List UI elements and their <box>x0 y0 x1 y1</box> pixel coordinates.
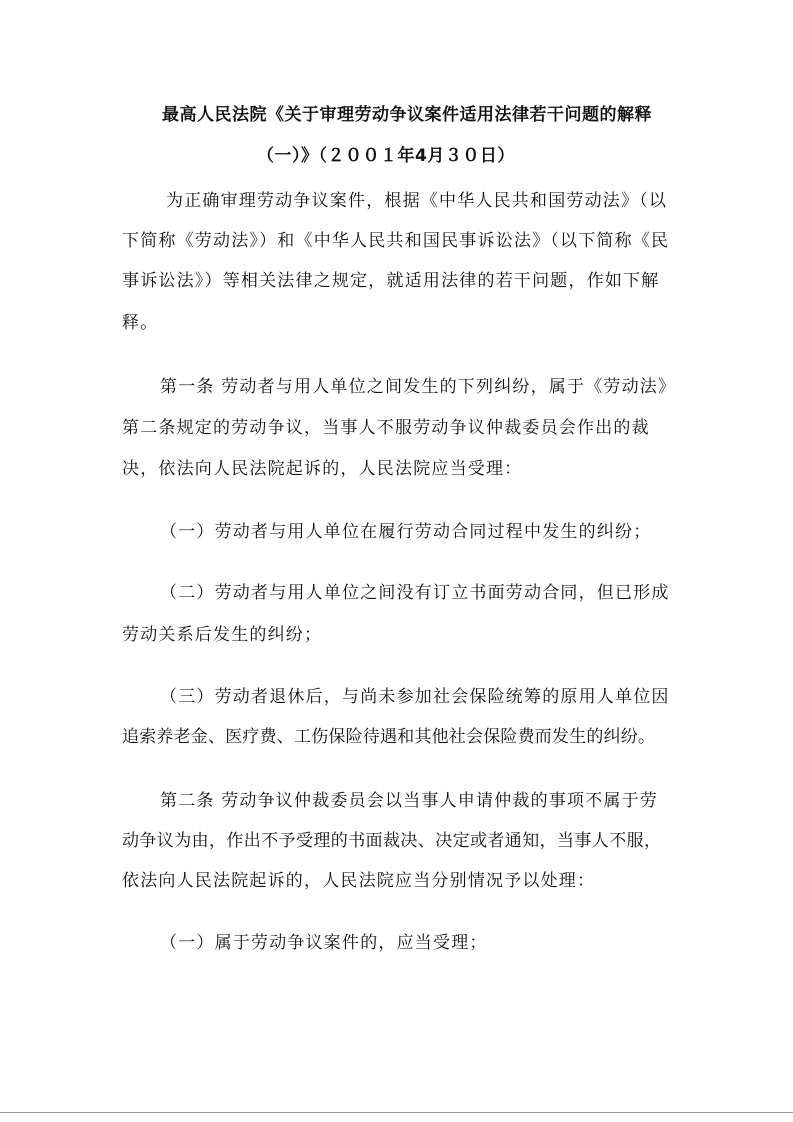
article-2-line-1: 第二条 劳动争议仲裁委员会以当事人申请仲裁的事项不属于劳 <box>160 791 659 811</box>
article-1-line-2: 第二条规定的劳动争议，当事人不服劳动争议仲裁委员会作出的裁 <box>122 418 650 438</box>
article-1-line-3: 决，依法向人民法院起诉的，人民法院应当受理： <box>122 459 523 479</box>
article-1-item-2-line-1: （二）劳动者与用人单位之间没有订立书面劳动合同，但已形成 <box>160 583 670 603</box>
article-1-item-3-line-2: 追索养老金、医疗费、工伤保险待遇和其他社会保险费而发生的纠纷。 <box>122 727 656 747</box>
article-1-item-3-line-1: （三）劳动者退休后，与尚未参加社会保险统筹的原用人单位因 <box>160 687 670 707</box>
article-2-line-2: 动争议为由，作出不予受理的书面裁决、决定或者通知，当事人不服， <box>122 831 662 851</box>
intro-line-4: 释。 <box>122 313 159 333</box>
page-bottom-divider <box>0 1112 793 1113</box>
article-2-item-1: （一）属于劳动争议案件的，应当受理； <box>160 933 488 953</box>
intro-line-2: 下简称《劳动法》）和《中华人民共和国民事诉讼法》（以下简称《民 <box>122 231 670 251</box>
article-1-item-2-line-2: 劳动关系后发生的纠纷； <box>122 625 323 645</box>
article-1-item-1: （一）劳动者与用人单位在履行劳动合同过程中发生的纠纷； <box>160 522 652 542</box>
document-title-line-2: （一）》（２００１年4月３０日） <box>257 146 515 166</box>
article-2-line-3: 依法向人民法院起诉的，人民法院应当分别情况予以处理： <box>122 871 596 891</box>
intro-line-3: 事诉讼法》）等相关法律之规定，就适用法律的若干问题，作如下解 <box>122 271 660 291</box>
article-1-line-1: 第一条 劳动者与用人单位之间发生的下列纠纷，属于《劳动法》 <box>160 377 677 397</box>
intro-line-1: 为正确审理劳动争议案件，根据《中华人民共和国劳动法》（以 <box>166 191 668 211</box>
document-title-line-1: 最高人民法院《关于审理劳动争议案件适用法律若干问题的解释 <box>162 105 652 125</box>
